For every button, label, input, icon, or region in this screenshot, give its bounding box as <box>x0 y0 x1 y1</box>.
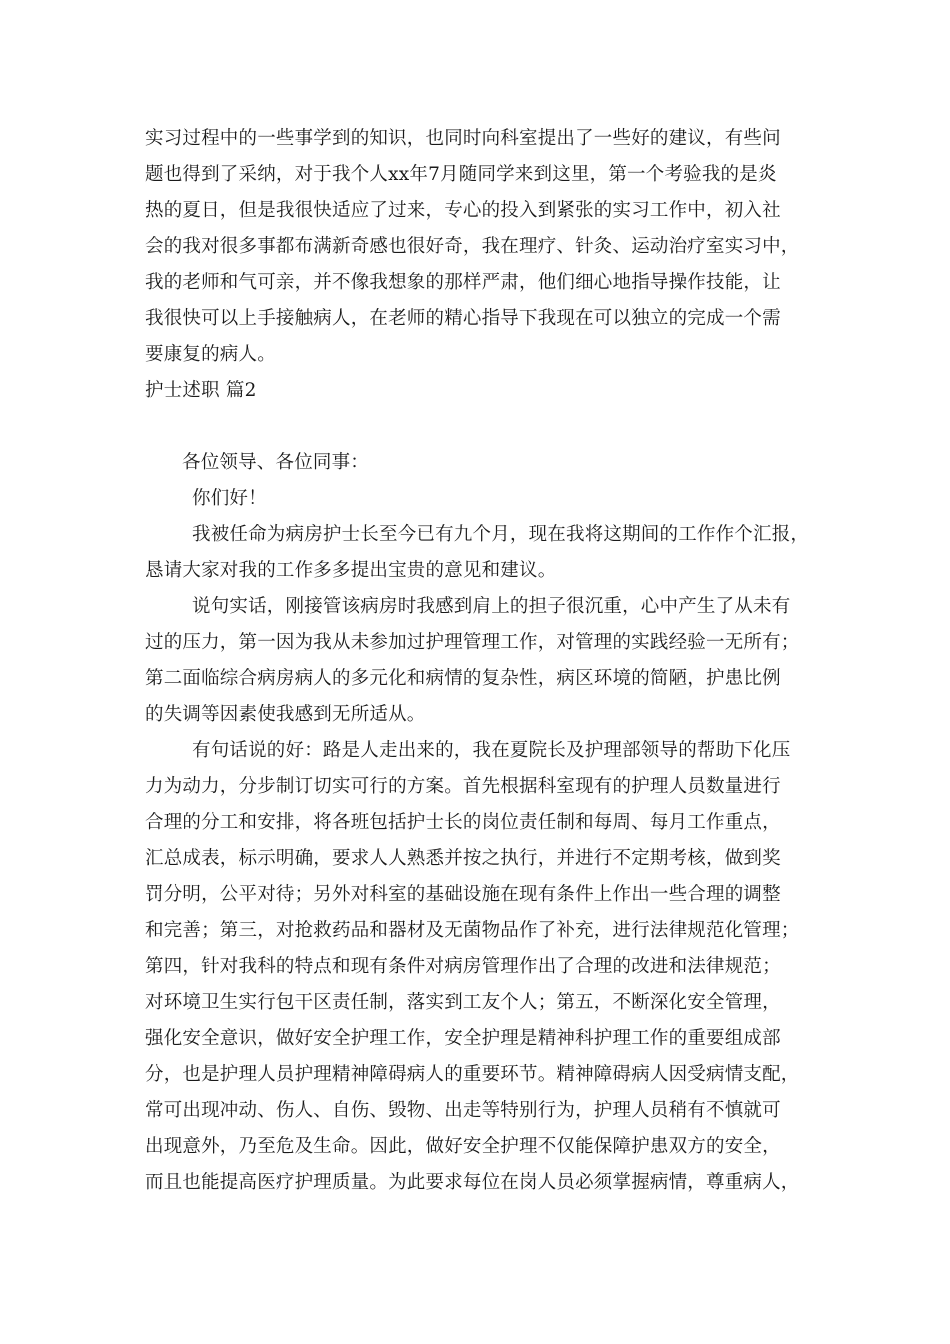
paragraph-line: 对环境卫生实行包干区责任制，落实到工友个人；第五，不断深化安全管理， <box>145 992 781 1013</box>
paragraph-line: 说句实话，刚接管该病房时我感到肩上的担子很沉重，心中产生了从未有 <box>192 596 791 617</box>
paragraph-line: 的失调等因素使我感到无所适从。 <box>145 704 426 725</box>
paragraph-line: 出现意外，乃至危及生命。因此，做好安全护理不仅能保障护患双方的安全， <box>145 1136 781 1157</box>
paragraph-line: 热的夏日，但是我很快适应了过来，专心的投入到紧张的实习工作中，初入社 <box>145 200 781 221</box>
paragraph-line: 而且也能提高医疗护理质量。为此要求每位在岗人员必须掌握病情，尊重病人， <box>145 1172 800 1193</box>
paragraph-line: 第二面临综合病房病人的多元化和病情的复杂性，病区环境的简陋，护患比例 <box>145 668 781 689</box>
paragraph-line: 实习过程中的一些事学到的知识，也同时向科室提出了一些好的建议，有些问 <box>145 128 781 149</box>
paragraph-line: 常可出现冲动、伤人、自伤、毁物、出走等特别行为，护理人员稍有不慎就可 <box>145 1100 781 1121</box>
paragraph-line: 过的压力，第一因为我从未参加过护理管理工作，对管理的实践经验一无所有； <box>145 632 800 653</box>
paragraph-line: 罚分明，公平对待；另外对科室的基础设施在现有条件上作出一些合理的调整 <box>145 884 781 905</box>
paragraph-line: 题也得到了采纳，对于我个人xx年7月随同学来到这里，第一个考验我的是炎 <box>145 164 777 185</box>
salutation: 各位领导、各位同事： <box>182 452 370 473</box>
paragraph-line: 力为动力，分步制订切实可行的方案。首先根据科室现有的护理人员数量进行 <box>145 776 781 797</box>
paragraph-line: 和完善；第三，对抢救药品和器材及无菌物品作了补充，进行法律规范化管理； <box>145 920 800 941</box>
paragraph-line: 第四，针对我科的特点和现有条件对病房管理作出了合理的改进和法律规范； <box>145 956 781 977</box>
section-title: 护士述职 篇2 <box>145 380 257 401</box>
greeting: 你们好！ <box>192 488 267 509</box>
paragraph-line: 汇总成表，标示明确，要求人人熟悉并按之执行，并进行不定期考核，做到奖 <box>145 848 781 869</box>
paragraph-line: 要康复的病人。 <box>145 344 276 365</box>
paragraph-line: 合理的分工和安排，将各班包括护士长的岗位责任制和每周、每月工作重点， <box>145 812 781 833</box>
paragraph-line: 强化安全意识，做好安全护理工作，安全护理是精神科护理工作的重要组成部 <box>145 1028 781 1049</box>
paragraph-line: 我很快可以上手接触病人，在老师的精心指导下我现在可以独立的完成一个需 <box>145 308 781 329</box>
paragraph-line: 我被任命为病房护士长至今已有九个月，现在我将这期间的工作作个汇报， <box>192 524 810 545</box>
paragraph-line: 分，也是护理人员护理精神障碍病人的重要环节。精神障碍病人因受病情支配， <box>145 1064 800 1085</box>
paragraph-line: 会的我对很多事都布满新奇感也很好奇，我在理疗、针灸、运动治疗室实习中， <box>145 236 800 257</box>
paragraph-line: 恳请大家对我的工作多多提出宝贵的意见和建议。 <box>145 560 557 581</box>
paragraph-line: 我的老师和气可亲，并不像我想象的那样严肃，他们细心地指导操作技能，让 <box>145 272 781 293</box>
paragraph-line: 有句话说的好：路是人走出来的，我在夏院长及护理部领导的帮助下化压 <box>192 740 791 761</box>
